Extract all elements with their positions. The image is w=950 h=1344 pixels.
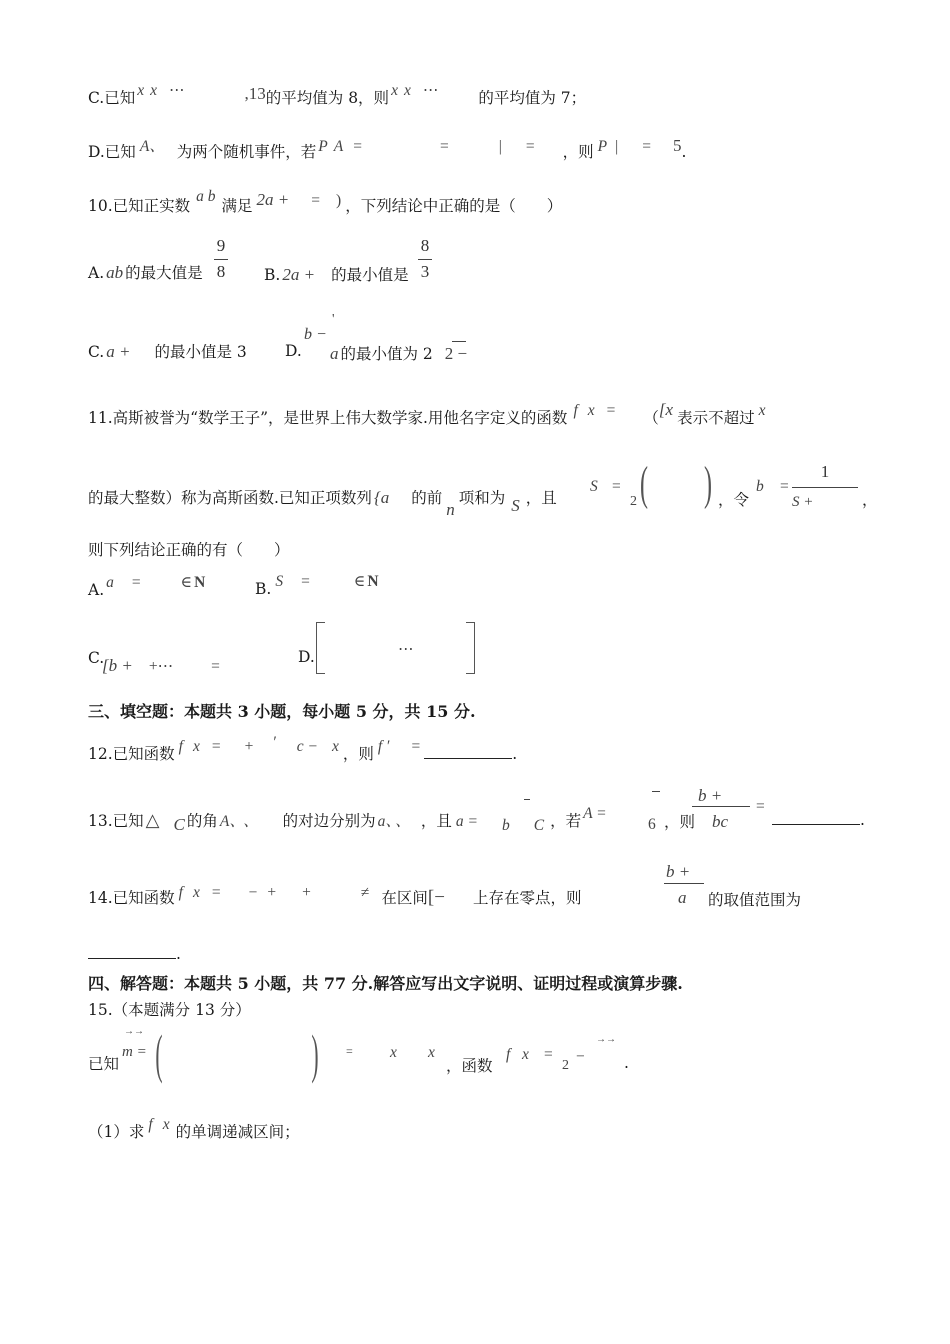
q11-line3: 则下列结论正确的有（ ） [88, 541, 290, 559]
q10-option-b: B. 2a + 的最小值是 [264, 265, 409, 284]
q11-b-fraction-bar [792, 487, 858, 488]
q10-b-denominator: 3 [420, 262, 430, 281]
q11-option-c: C. [88, 649, 105, 667]
q11-s-coefficient: 2 [630, 494, 637, 509]
triangle-icon: △ [145, 810, 160, 830]
q11-s-left-paren: ( [639, 457, 648, 510]
q13: 13.已知 △ C 的角 A、 、 的对边分别为 a、 、 ，且 a = b C ，若 A = [88, 805, 607, 834]
q15-stem: 已知 [88, 1055, 120, 1073]
q15-header: 15.（本题满分 13 分） [88, 1001, 251, 1019]
q14-numerator: b + [666, 862, 691, 881]
q14-answer-blank[interactable] [88, 944, 176, 959]
q11-b-denominator: S + [792, 494, 814, 510]
q10-a-numerator: 9 [216, 236, 226, 255]
q15-fx: x [522, 1046, 529, 1063]
q11-s-symbol: S [590, 478, 598, 495]
q10-d-text: a 的最小值为 2 2 − [330, 344, 468, 363]
q15-function-text: ，函数 [446, 1057, 493, 1075]
q15-left-paren: ( [155, 1024, 163, 1084]
q11-d-dots: ⋯ [398, 641, 414, 658]
q10-option-d: D. [285, 342, 302, 360]
q14-range-text: 的取值范围为 [708, 891, 802, 909]
section-3-title: 三、填空题：本题共 3 小题，每小题 5 分，共 15 分. [88, 702, 476, 721]
q11-c-expression: [b + +⋯ = [102, 656, 220, 675]
q13-then: ，则 [664, 813, 696, 831]
q10-a-denominator: 8 [216, 262, 226, 281]
q10-b-fraction-bar [418, 259, 432, 260]
q15-period: . [624, 1054, 629, 1072]
q15-x1: x [390, 1044, 397, 1061]
q11-option-b: B. S = ∈ N [255, 573, 379, 598]
q10-b-numerator: 8 [420, 236, 430, 255]
vector-arrow-icon: →→ [124, 1026, 144, 1037]
q15-x2: x [428, 1044, 435, 1061]
q10-option-a: A. ab 的最大值是 [88, 263, 203, 282]
q11-line1: 11.高斯被誉为“数学王子”，是世界上伟大数学家.用他名字定义的函数 f x = （[x 表示不超过 x [88, 400, 766, 427]
q15-f-equals: = [544, 1046, 553, 1063]
q11-b-symbol: b [756, 478, 764, 495]
q9-option-c: C.已知 x x ⋯ ,13的平均值为 8，则 x x ⋯ 的平均值为 7； [88, 82, 587, 107]
q15-n-equals: = [346, 1044, 353, 1058]
q11-option-d: D. [298, 648, 315, 666]
q11-d-left-bracket [316, 622, 325, 674]
q13-answer: . [772, 810, 865, 829]
q10-d-tick: ' [332, 312, 335, 327]
section-4-title: 四、解答题：本题共 5 小题，共 77 分.解答应写出文字说明、证明过程或演算步骤. [88, 974, 683, 993]
q10-d-radical-bar [452, 341, 466, 342]
q10-option-c: C. a + 的最小值是 3 [88, 342, 247, 361]
q13-equals: = [756, 798, 765, 815]
q13-answer-blank[interactable] [772, 810, 860, 825]
q13-denominator: bc [712, 812, 729, 831]
q9-option-d: D.已知 A、 为两个随机事件，若 P A = = | = ，则 P | = 5. [88, 136, 687, 161]
q15-minus: − [576, 1048, 585, 1065]
q14-answer: . [88, 944, 181, 964]
q15-m-vector: m = [122, 1044, 147, 1060]
vector-arrow-icon-2: →→ [596, 1034, 616, 1045]
q13-overbar-b [524, 799, 530, 800]
q15-part1: （1）求 f x 的单调递减区间； [88, 1116, 300, 1141]
q11-comma: ， [862, 491, 878, 509]
q11-d-right-bracket [466, 622, 475, 674]
q11-s-right-paren: ) [703, 457, 712, 510]
q13-fraction-bar [692, 806, 750, 807]
q13-numerator: b + [698, 786, 723, 805]
q15-two: 2 [562, 1058, 569, 1073]
q14: 14.已知函数 f x = − + + ≠ 在区间[− 上存在零点，则 [88, 884, 582, 908]
q11-b-numerator: 1 [820, 462, 830, 481]
q11-s-equals: = [612, 478, 621, 495]
q11-b-equals: = [780, 478, 789, 495]
q15-f: f [506, 1046, 511, 1063]
q10-d-top: b − [304, 326, 327, 343]
q13-a-fraction-mark [652, 791, 660, 792]
q11-let: ，令 [718, 491, 750, 509]
q11-option-a: A. a = ∈ N [88, 574, 206, 599]
q13-a-denominator: 6 [648, 816, 656, 833]
q10-a-fraction-bar [214, 259, 228, 260]
q12: 12.已知函数 f x = + ′ c − x ，则 f ′ = . [88, 734, 518, 763]
q10-stem: 10.已知正实数a b满足 2a + = ) ，下列结论中正确的是（ ） [88, 188, 563, 215]
q12-answer-blank[interactable] [424, 744, 512, 759]
q14-denominator: a [678, 888, 687, 907]
q15-right-paren: ) [311, 1024, 319, 1084]
q14-fraction-bar [664, 883, 704, 884]
q11-line2: 的最大整数）称为高斯函数.已知正项数列 {a 的前n项和为 S ，且 [88, 488, 557, 519]
